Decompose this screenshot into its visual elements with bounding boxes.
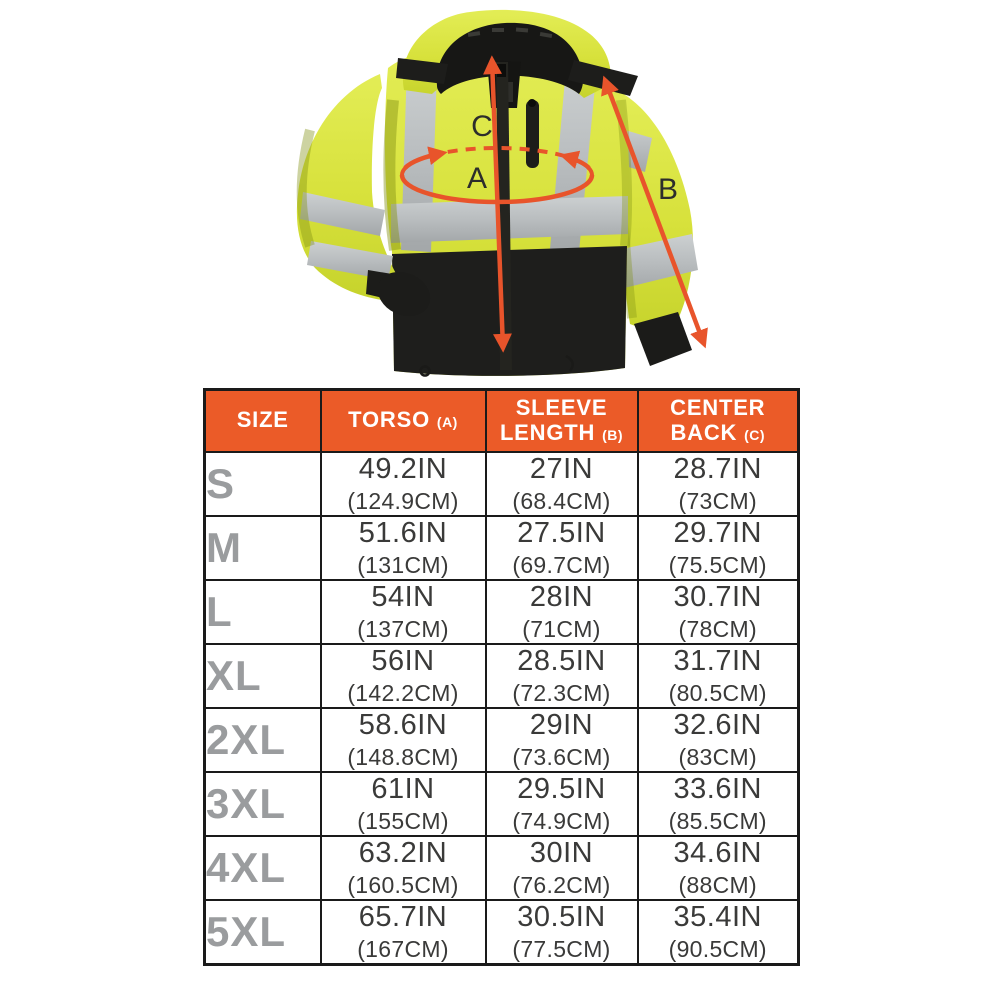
torso-cell: 61IN (155CM) [321, 772, 486, 836]
size-chart-table [203, 388, 800, 966]
torso-cell: 54IN (137CM) [321, 580, 486, 644]
sleeve-cell: 29.5IN (74.9CM) [486, 772, 638, 836]
size-label: L [205, 580, 321, 644]
table-row [205, 644, 799, 708]
sleeve-cell: 27IN (68.4CM) [486, 452, 638, 516]
label-b: B [657, 173, 679, 206]
back-cell: 31.7IN (80.5CM) [638, 644, 799, 708]
table-row [205, 516, 799, 580]
size-label: 4XL [205, 836, 321, 900]
back-cell: 34.6IN (88CM) [638, 836, 799, 900]
table-row [205, 772, 799, 836]
sleeve-cell: 27.5IN (69.7CM) [486, 516, 638, 580]
table-header-row [205, 390, 799, 452]
torso-cell: 58.6IN (148.8CM) [321, 708, 486, 772]
header-center-back: CENTER BACK (C) [638, 390, 799, 452]
header-sleeve-length: SLEEVE LENGTH (B) [486, 390, 638, 452]
sleeve-cell: 28IN (71CM) [486, 580, 638, 644]
jacket-measurement-diagram [0, 0, 1000, 388]
label-c: C [471, 110, 493, 143]
back-cell: 29.7IN (75.5CM) [638, 516, 799, 580]
size-label: M [205, 516, 321, 580]
header-size: SIZE [205, 390, 321, 452]
sleeve-cell: 30.5IN (77.5CM) [486, 900, 638, 965]
size-label: 2XL [205, 708, 321, 772]
sleeve-cell: 29IN (73.6CM) [486, 708, 638, 772]
size-label: XL [205, 644, 321, 708]
sleeve-cell: 30IN (76.2CM) [486, 836, 638, 900]
torso-cell: 65.7IN (167CM) [321, 900, 486, 965]
table-row [205, 452, 799, 516]
torso-cell: 63.2IN (160.5CM) [321, 836, 486, 900]
size-label: 5XL [205, 900, 321, 965]
back-cell: 33.6IN (85.5CM) [638, 772, 799, 836]
table-row [205, 708, 799, 772]
back-cell: 32.6IN (83CM) [638, 708, 799, 772]
header-torso: TORSO (A) [321, 390, 486, 452]
torso-cell: 56IN (142.2CM) [321, 644, 486, 708]
table-row [205, 580, 799, 644]
torso-cell: 49.2IN (124.9CM) [321, 452, 486, 516]
sleeve-cell: 28.5IN (72.3CM) [486, 644, 638, 708]
table-row [205, 900, 799, 965]
chest-pocket-zipper [526, 99, 539, 168]
back-cell: 35.4IN (90.5CM) [638, 900, 799, 965]
size-label: S [205, 452, 321, 516]
torso-cell: 51.6IN (131CM) [321, 516, 486, 580]
back-cell: 28.7IN (73CM) [638, 452, 799, 516]
size-label: 3XL [205, 772, 321, 836]
label-a: A [466, 162, 488, 195]
table-row [205, 836, 799, 900]
back-cell: 30.7IN (78CM) [638, 580, 799, 644]
